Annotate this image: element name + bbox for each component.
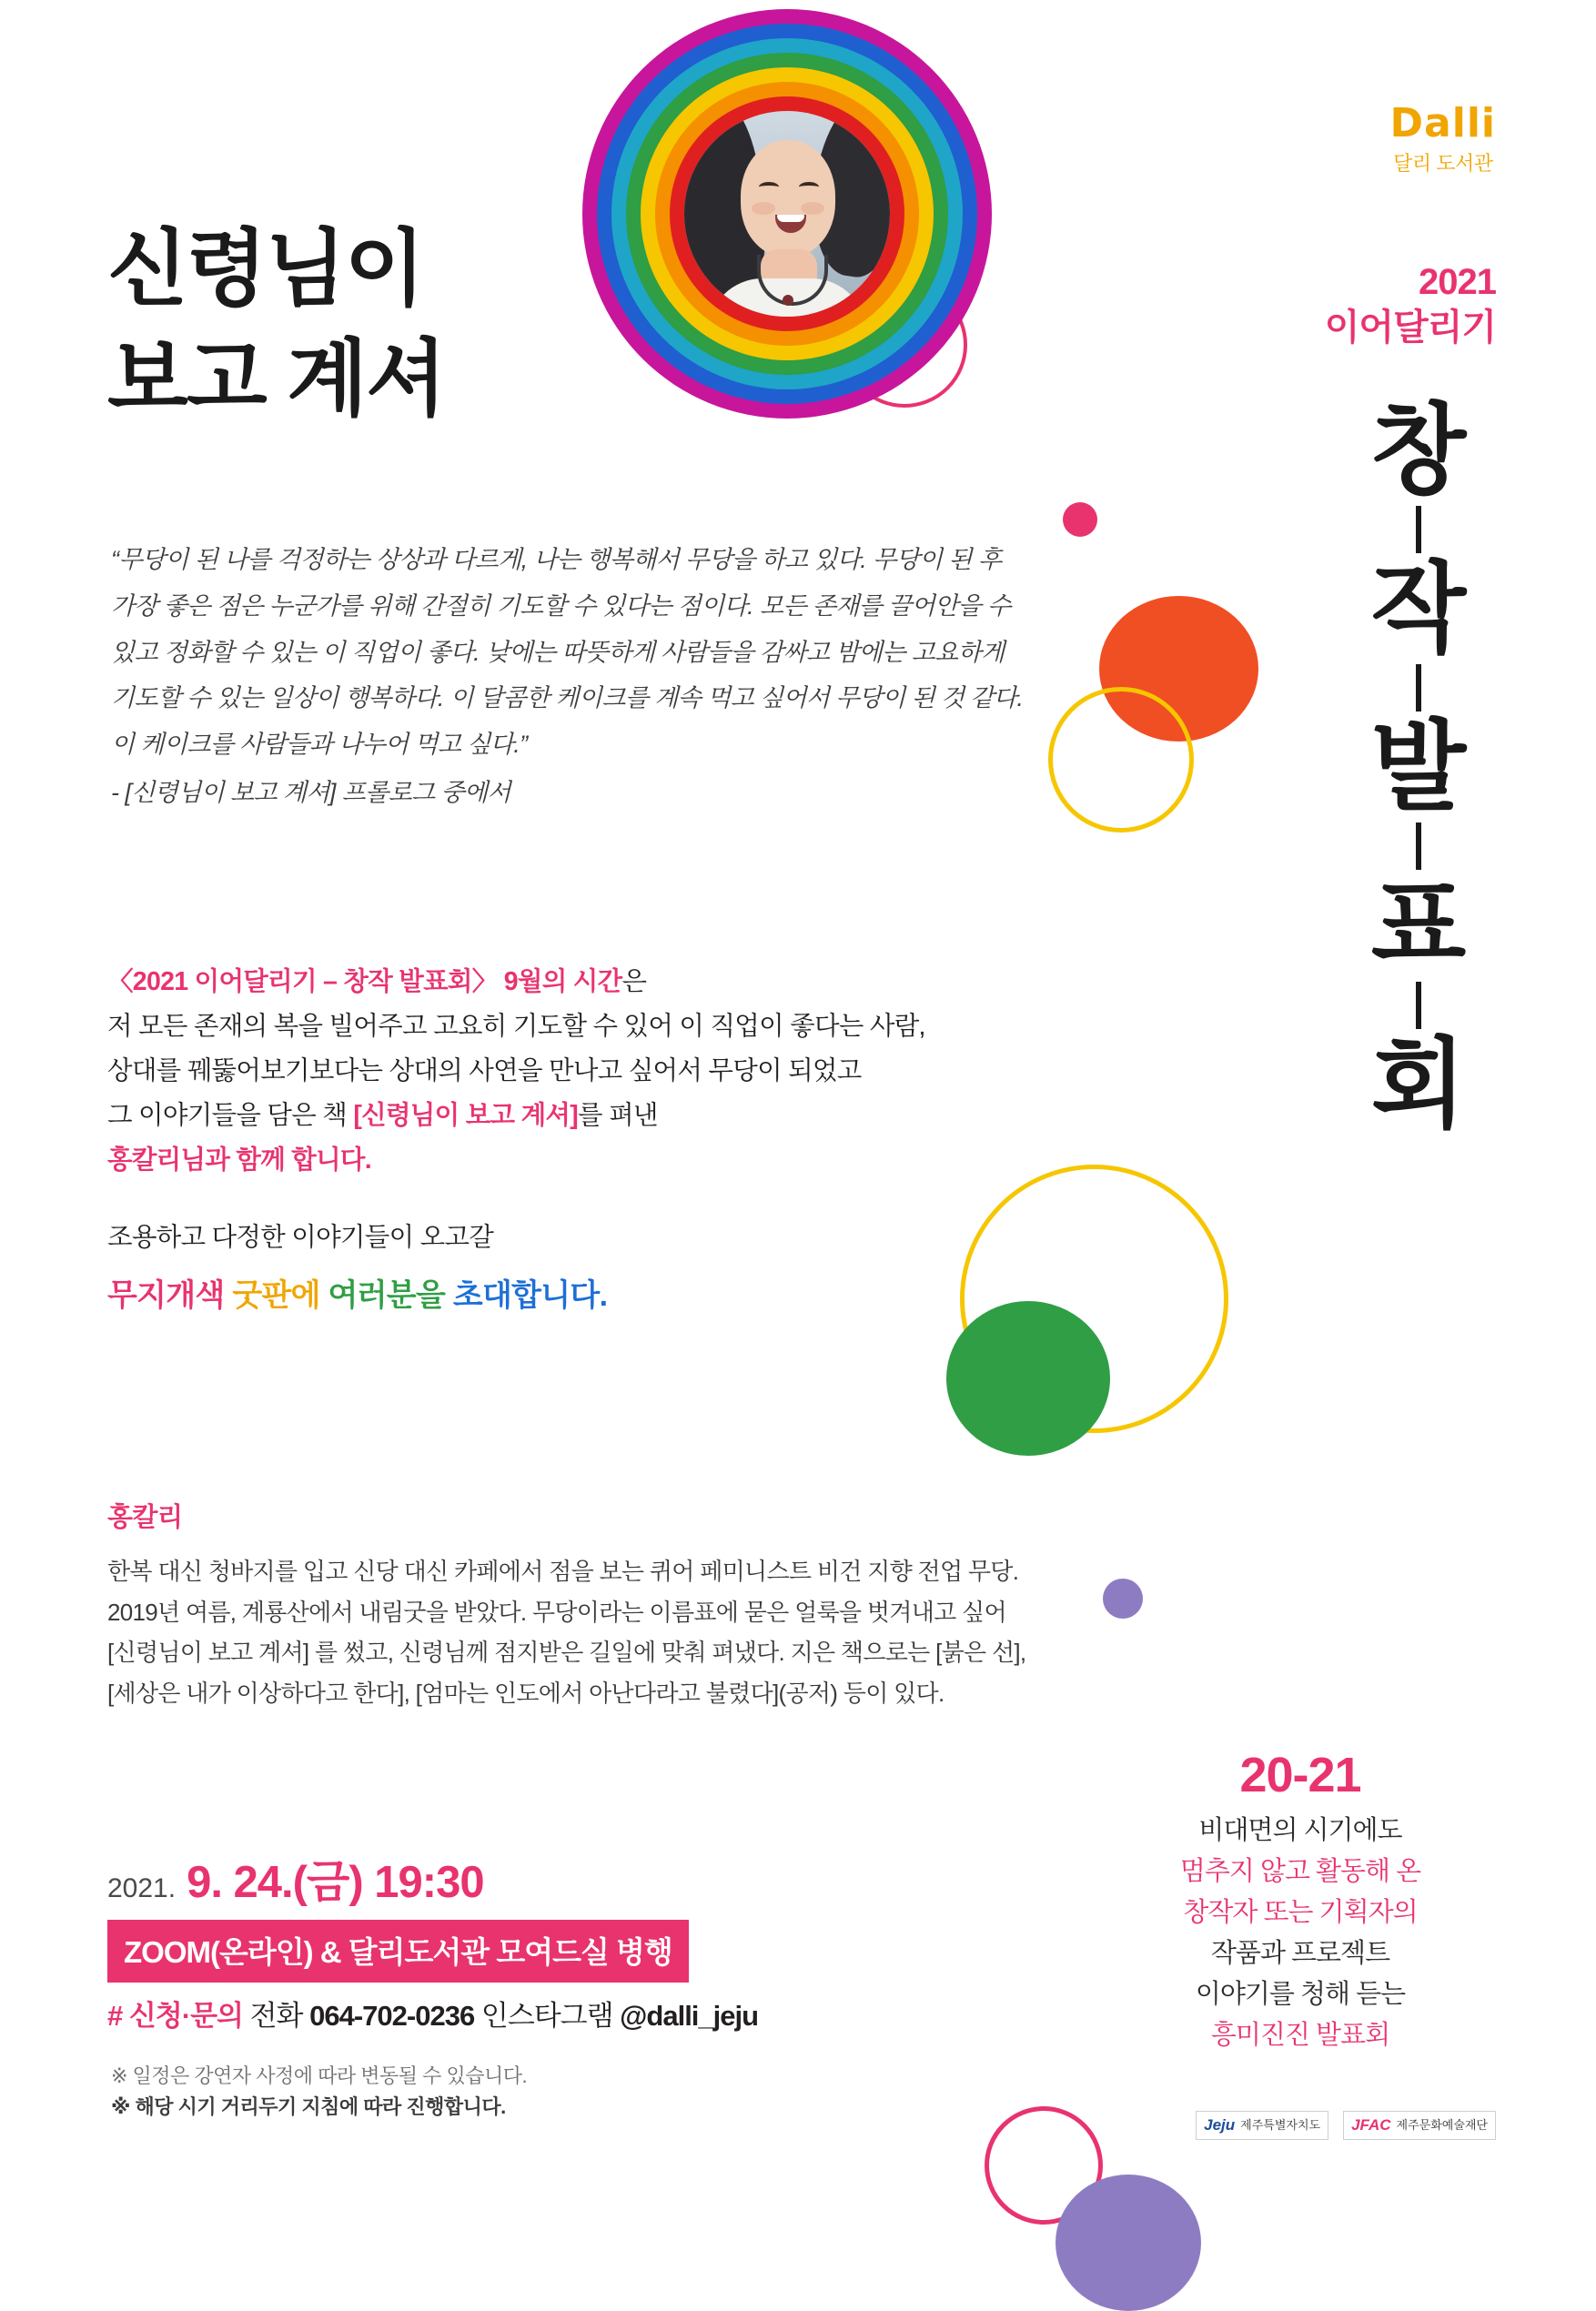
series-desc-line-3: 창작자 또는 기획자의 xyxy=(1183,1897,1418,1927)
speaker-name: 홍칼리 xyxy=(107,1503,183,1532)
series-year xyxy=(1325,259,1496,350)
series-desc-line-5: 이야기를 청해 듣는 xyxy=(1195,1979,1406,2009)
program-description xyxy=(107,960,1054,1323)
vertical-char-4: 표 xyxy=(1370,870,1467,981)
desc-line-7 xyxy=(107,1269,1054,1322)
series-desc-line-1: 비대면의 시기에도 xyxy=(1198,1816,1402,1845)
sponsor-jfac xyxy=(1343,2111,1496,2140)
headline-line-1: 신령님이 xyxy=(107,223,424,316)
desc-line-5 xyxy=(107,1138,1054,1183)
invite-part-3: 여러분을 xyxy=(328,1278,453,1314)
series-year-line-1: 2021 xyxy=(1419,262,1496,302)
desc-line-1-highlight: 〈2021 이어달리기 – 창작 발표회〉 9월의 시간 xyxy=(107,967,622,996)
event-venue-badge: ZOOM(온라인) & 달리도서관 모여드실 병행 xyxy=(107,1920,689,1983)
desc-line-1-rest: 은 xyxy=(621,967,647,996)
blob-purple-bottom xyxy=(1056,2175,1201,2311)
jfac-mark: JFAC xyxy=(1351,2116,1391,2134)
footnote-1: ※ 일정은 강연자 사정에 따라 변동될 수 있습니다. xyxy=(111,2064,528,2087)
book-title: [신령님이 보고 계셔] xyxy=(353,1101,579,1131)
vertical-title xyxy=(1350,395,1487,1139)
vertical-char-5: 회 xyxy=(1370,1028,1467,1139)
series-number: 20-21 xyxy=(1239,1748,1361,1802)
contact-label: # 신청·문의 xyxy=(107,2000,243,2032)
dot-pink-small xyxy=(1063,502,1097,537)
face xyxy=(741,140,835,257)
logo-wordmark: Dalli xyxy=(1389,100,1496,146)
jeju-text: 제주특별자치도 xyxy=(1240,2117,1321,2132)
cheek-left xyxy=(752,202,775,215)
jfac-text: 제주문화예술재단 xyxy=(1396,2117,1488,2132)
spacer xyxy=(107,1183,1054,1216)
series-desc-line-4: 작품과 프로젝트 xyxy=(1210,1938,1390,1968)
vertical-divider-4 xyxy=(1416,982,1421,1029)
vertical-char-2: 작 xyxy=(1370,553,1467,664)
series-desc-line-2: 멈추지 않고 활동해 온 xyxy=(1179,1856,1421,1886)
series-desc-line-6: 흥미진진 발표회 xyxy=(1210,2020,1390,2050)
event-date-row xyxy=(107,1847,484,1911)
eye-left xyxy=(759,182,779,192)
headline-line-2: 보고 계셔 xyxy=(107,333,446,427)
contact-row xyxy=(107,1993,758,2033)
footnotes xyxy=(111,2061,527,2123)
page-title xyxy=(107,215,445,436)
necklace-pendant xyxy=(783,295,793,306)
quote-source: - [신령님이 보고 계셔] 프롤로그 중에서 xyxy=(111,778,510,806)
sns-label: 인스타그램 xyxy=(480,2000,613,2032)
vertical-char-3: 발 xyxy=(1370,711,1467,822)
dot-purple-small xyxy=(1103,1579,1143,1619)
vertical-divider-2 xyxy=(1416,664,1421,711)
speaker-bio: 한복 대신 청바지를 입고 신당 대신 카페에서 점을 보는 퀴어 페미니스트 비건 지향 전업 무당. 2019년 여름, 계룡산에서 내림굿을 받았다. 무당이라는 이름표에 묻은 얼룩을 벗겨내고 싶어 [신령님이 보고 계셔] 를 썼고, 신령님께 점지받은 길일에 맞춰 펴냈다. 지은 책으로는 [붉은 선], [세상은 내가 이상하다고 한다], [엄마는 인도에서 아난다라고 불렸다](공저) 등이 있다. xyxy=(107,1558,1026,1708)
dalli-logo xyxy=(1390,100,1496,177)
vertical-divider-3 xyxy=(1416,822,1421,870)
blob-green xyxy=(946,1301,1110,1456)
desc-line-6: 조용하고 다정한 이야기들이 오고갈 xyxy=(107,1223,494,1253)
invite-part-2: 굿판에 xyxy=(232,1278,328,1314)
sponsor-jeju xyxy=(1196,2111,1328,2140)
jeju-mark: Jeju xyxy=(1204,2116,1236,2134)
invite-part-1: 무지개색 xyxy=(107,1278,233,1314)
logo-subtitle: 달리 도서관 xyxy=(1393,152,1493,175)
desc-line-4 xyxy=(107,1094,1054,1138)
vertical-divider-1 xyxy=(1416,506,1421,553)
phone-label: 전화 xyxy=(249,2000,303,2032)
desc-line-3: 상대를 꿰뚫어보기보다는 상대의 사연을 만나고 싶어서 무당이 되었고 xyxy=(107,1056,862,1086)
quote-block xyxy=(111,537,1025,816)
footnote-2: ※ 해당 시기 거리두기 지침에 따라 진행합니다. xyxy=(111,2095,506,2119)
vertical-char-1: 창 xyxy=(1370,395,1467,505)
desc-line-2: 저 모든 존재의 복을 빌어주고 고요히 기도할 수 있어 이 직업이 좋다는 사람, xyxy=(107,1012,925,1042)
quote-text: “무당이 된 나를 걱정하는 상상과 다르게, 나는 행복해서 무당을 하고 있다. 무당이 된 후 가장 좋은 점은 누군가를 위해 간절히 기도할 수 있다는 점이다. 모든 존재를 끌어안을 수 있고 정화할 수 있는 이 직업이 좋다. 낮에는 따뜻하게 사람들을 감싸고 밤에는 고요하게 기도할 수 있는 일상이 행복하다. 이 달콤한 케이크를 계속 먹고 싶어서 무당이 된 것 같다. 이 케이크를 사람들과 나누어 먹고 싶다.” xyxy=(111,546,1024,758)
teeth xyxy=(777,215,804,222)
portrait-rainbow xyxy=(582,9,992,419)
event-year: 2021. xyxy=(107,1873,177,1903)
phone-number: 064-702-0236 xyxy=(309,2000,475,2032)
circle-yellow-outline-top xyxy=(1048,687,1194,833)
series-description xyxy=(1105,1811,1496,2056)
guest-line: 홍칼리님과 함께 합니다. xyxy=(107,1145,371,1176)
eye-right xyxy=(799,182,819,192)
invite-part-4: 초대합니다. xyxy=(452,1278,608,1314)
desc-line-4-a: 그 이야기들을 담은 책 xyxy=(107,1101,354,1131)
portrait-photo xyxy=(684,111,890,317)
event-datetime: 9. 24.(금) 19:30 xyxy=(187,1858,484,1907)
sns-handle: @dalli_jeju xyxy=(620,2000,759,2032)
desc-line-4-b: 를 펴낸 xyxy=(578,1101,658,1131)
desc-line-1 xyxy=(107,960,1054,1004)
sponsor-logos xyxy=(1196,2111,1496,2140)
series-year-line-2: 이어달리기 xyxy=(1324,308,1496,348)
cheek-right xyxy=(801,202,824,215)
